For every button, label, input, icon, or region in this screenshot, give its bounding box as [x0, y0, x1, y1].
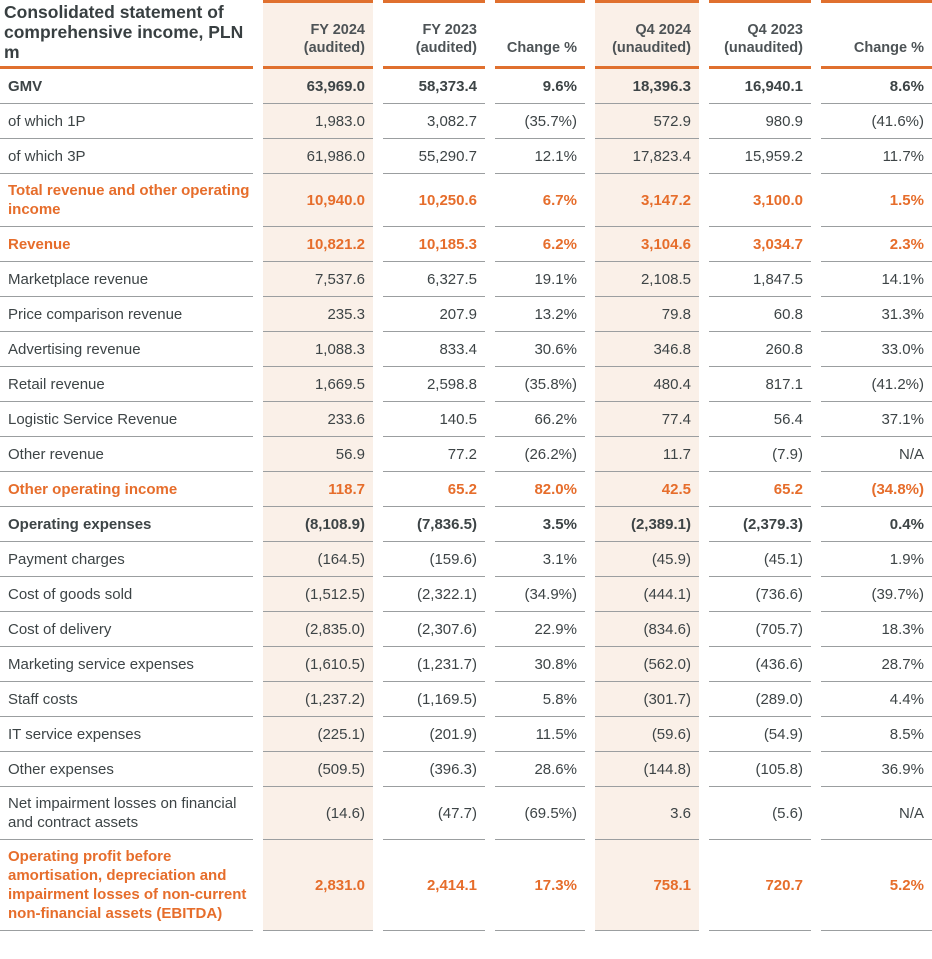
cell-value: 3,100.0: [709, 174, 811, 227]
table-row: [0, 402, 932, 437]
cell-value: (159.6): [383, 542, 485, 577]
cell-value: 16,940.1: [709, 69, 811, 104]
cell-value: 1,847.5: [709, 262, 811, 297]
cell-value: 5.2%: [821, 840, 932, 931]
column-header-fy2023: FY 2023 (audited): [383, 0, 485, 69]
cell-value: 3,082.7: [383, 104, 485, 139]
cell-value: 346.8: [595, 332, 699, 367]
cell-value: (289.0): [709, 682, 811, 717]
cell-value: (34.8%): [821, 472, 932, 507]
cell-value: 10,250.6: [383, 174, 485, 227]
cell-value: (225.1): [263, 717, 373, 752]
cell-value: 17,823.4: [595, 139, 699, 174]
row-label: Staff costs: [0, 682, 253, 717]
cell-value: 2,108.5: [595, 262, 699, 297]
cell-value: 833.4: [383, 332, 485, 367]
table-row: [0, 262, 932, 297]
cell-value: (35.7%): [495, 104, 585, 139]
table-row: [0, 472, 932, 507]
cell-value: (562.0): [595, 647, 699, 682]
table-row: [0, 332, 932, 367]
row-label: Marketplace revenue: [0, 262, 253, 297]
cell-value: (1,169.5): [383, 682, 485, 717]
cell-value: (54.9): [709, 717, 811, 752]
table-row: [0, 717, 932, 752]
row-label: Marketing service expenses: [0, 647, 253, 682]
cell-value: 79.8: [595, 297, 699, 332]
cell-value: 18.3%: [821, 612, 932, 647]
cell-value: 56.9: [263, 437, 373, 472]
cell-value: 3.1%: [495, 542, 585, 577]
column-header-change-q4: Change %: [821, 0, 932, 69]
cell-value: (201.9): [383, 717, 485, 752]
cell-value: 720.7: [709, 840, 811, 931]
cell-value: (164.5): [263, 542, 373, 577]
cell-value: 3.6: [595, 787, 699, 840]
cell-value: (7,836.5): [383, 507, 485, 542]
cell-value: (45.9): [595, 542, 699, 577]
cell-value: (834.6): [595, 612, 699, 647]
row-label: Net impairment losses on financial and contract assets: [0, 787, 253, 840]
table-row: [0, 227, 932, 262]
cell-value: (26.2%): [495, 437, 585, 472]
cell-value: (41.6%): [821, 104, 932, 139]
row-label: Revenue: [0, 227, 253, 262]
cell-value: 7,537.6: [263, 262, 373, 297]
row-label: Payment charges: [0, 542, 253, 577]
cell-value: 6,327.5: [383, 262, 485, 297]
row-label: of which 1P: [0, 104, 253, 139]
table-row: [0, 577, 932, 612]
cell-value: 3,147.2: [595, 174, 699, 227]
cell-value: 11.5%: [495, 717, 585, 752]
cell-value: (8,108.9): [263, 507, 373, 542]
cell-value: 6.7%: [495, 174, 585, 227]
cell-value: (2,835.0): [263, 612, 373, 647]
cell-value: 1,669.5: [263, 367, 373, 402]
row-label: IT service expenses: [0, 717, 253, 752]
cell-value: 480.4: [595, 367, 699, 402]
cell-value: 1.9%: [821, 542, 932, 577]
table-row: [0, 787, 932, 840]
cell-value: N/A: [821, 787, 932, 840]
cell-value: 18,396.3: [595, 69, 699, 104]
table-row: [0, 507, 932, 542]
cell-value: 10,185.3: [383, 227, 485, 262]
cell-value: (2,322.1): [383, 577, 485, 612]
row-label: Retail revenue: [0, 367, 253, 402]
cell-value: (7.9): [709, 437, 811, 472]
cell-value: (509.5): [263, 752, 373, 787]
cell-value: (41.2%): [821, 367, 932, 402]
table-title: Consolidated statement of comprehensive income, PLN m: [0, 0, 253, 69]
column-header-change-fy: Change %: [495, 0, 585, 69]
cell-value: 65.2: [709, 472, 811, 507]
row-label: Operating profit before amortisation, depreciation and impairment losses of non-current non-financial assets (EBITDA): [0, 840, 253, 931]
cell-value: (2,379.3): [709, 507, 811, 542]
cell-value: 3,104.6: [595, 227, 699, 262]
table-header-row: [0, 0, 932, 69]
cell-value: 12.1%: [495, 139, 585, 174]
row-label: Cost of goods sold: [0, 577, 253, 612]
table-body: [0, 69, 932, 931]
cell-value: 4.4%: [821, 682, 932, 717]
table-row: [0, 542, 932, 577]
cell-value: 22.9%: [495, 612, 585, 647]
cell-value: 118.7: [263, 472, 373, 507]
cell-value: 77.4: [595, 402, 699, 437]
row-label: Other revenue: [0, 437, 253, 472]
column-header-fy2024: FY 2024 (audited): [263, 0, 373, 69]
cell-value: N/A: [821, 437, 932, 472]
column-header-q4-2024: Q4 2024 (unaudited): [595, 0, 699, 69]
cell-value: 1,983.0: [263, 104, 373, 139]
table-row: [0, 752, 932, 787]
cell-value: (105.8): [709, 752, 811, 787]
cell-value: 235.3: [263, 297, 373, 332]
cell-value: 11.7: [595, 437, 699, 472]
cell-value: 140.5: [383, 402, 485, 437]
cell-value: 6.2%: [495, 227, 585, 262]
cell-value: 58,373.4: [383, 69, 485, 104]
cell-value: (1,610.5): [263, 647, 373, 682]
cell-value: (69.5%): [495, 787, 585, 840]
cell-value: (144.8): [595, 752, 699, 787]
cell-value: 13.2%: [495, 297, 585, 332]
cell-value: 980.9: [709, 104, 811, 139]
cell-value: (14.6): [263, 787, 373, 840]
table-row: [0, 682, 932, 717]
cell-value: 37.1%: [821, 402, 932, 437]
cell-value: 33.0%: [821, 332, 932, 367]
column-header-q4-2023: Q4 2023 (unaudited): [709, 0, 811, 69]
table-row: [0, 367, 932, 402]
table-row: [0, 437, 932, 472]
cell-value: 572.9: [595, 104, 699, 139]
cell-value: (444.1): [595, 577, 699, 612]
cell-value: 758.1: [595, 840, 699, 931]
cell-value: 3.5%: [495, 507, 585, 542]
cell-value: (2,389.1): [595, 507, 699, 542]
cell-value: 8.6%: [821, 69, 932, 104]
table-row: [0, 174, 932, 227]
cell-value: 17.3%: [495, 840, 585, 931]
table-row: [0, 139, 932, 174]
row-label: of which 3P: [0, 139, 253, 174]
row-label: Total revenue and other operating income: [0, 174, 253, 227]
table-row: [0, 297, 932, 332]
row-label: Operating expenses: [0, 507, 253, 542]
cell-value: 2,414.1: [383, 840, 485, 931]
cell-value: 63,969.0: [263, 69, 373, 104]
cell-value: (1,237.2): [263, 682, 373, 717]
cell-value: (736.6): [709, 577, 811, 612]
row-label: Price comparison revenue: [0, 297, 253, 332]
cell-value: 30.6%: [495, 332, 585, 367]
cell-value: (59.6): [595, 717, 699, 752]
row-label: Logistic Service Revenue: [0, 402, 253, 437]
cell-value: 60.8: [709, 297, 811, 332]
cell-value: (1,231.7): [383, 647, 485, 682]
cell-value: 260.8: [709, 332, 811, 367]
cell-value: 11.7%: [821, 139, 932, 174]
cell-value: 8.5%: [821, 717, 932, 752]
cell-value: 61,986.0: [263, 139, 373, 174]
cell-value: 10,821.2: [263, 227, 373, 262]
cell-value: 817.1: [709, 367, 811, 402]
cell-value: 3,034.7: [709, 227, 811, 262]
cell-value: 30.8%: [495, 647, 585, 682]
table-row: [0, 647, 932, 682]
cell-value: (47.7): [383, 787, 485, 840]
row-label: Other operating income: [0, 472, 253, 507]
cell-value: 56.4: [709, 402, 811, 437]
cell-value: 0.4%: [821, 507, 932, 542]
cell-value: 77.2: [383, 437, 485, 472]
cell-value: 2,831.0: [263, 840, 373, 931]
row-label: Advertising revenue: [0, 332, 253, 367]
table-row: [0, 104, 932, 139]
cell-value: 66.2%: [495, 402, 585, 437]
cell-value: 5.8%: [495, 682, 585, 717]
cell-value: 31.3%: [821, 297, 932, 332]
cell-value: (436.6): [709, 647, 811, 682]
cell-value: (39.7%): [821, 577, 932, 612]
cell-value: 1,088.3: [263, 332, 373, 367]
cell-value: (705.7): [709, 612, 811, 647]
cell-value: 207.9: [383, 297, 485, 332]
table-row: [0, 612, 932, 647]
cell-value: 65.2: [383, 472, 485, 507]
cell-value: 1.5%: [821, 174, 932, 227]
cell-value: (35.8%): [495, 367, 585, 402]
cell-value: (396.3): [383, 752, 485, 787]
cell-value: 9.6%: [495, 69, 585, 104]
cell-value: (301.7): [595, 682, 699, 717]
cell-value: (2,307.6): [383, 612, 485, 647]
cell-value: 82.0%: [495, 472, 585, 507]
row-label: Other expenses: [0, 752, 253, 787]
cell-value: (1,512.5): [263, 577, 373, 612]
table-row: [0, 840, 932, 931]
cell-value: 15,959.2: [709, 139, 811, 174]
cell-value: (5.6): [709, 787, 811, 840]
cell-value: (34.9%): [495, 577, 585, 612]
cell-value: 28.7%: [821, 647, 932, 682]
row-label: Cost of delivery: [0, 612, 253, 647]
row-label: GMV: [0, 69, 253, 104]
cell-value: 2.3%: [821, 227, 932, 262]
cell-value: 14.1%: [821, 262, 932, 297]
cell-value: 10,940.0: [263, 174, 373, 227]
cell-value: 233.6: [263, 402, 373, 437]
cell-value: 28.6%: [495, 752, 585, 787]
cell-value: (45.1): [709, 542, 811, 577]
cell-value: 42.5: [595, 472, 699, 507]
table-row: [0, 69, 932, 104]
cell-value: 55,290.7: [383, 139, 485, 174]
cell-value: 19.1%: [495, 262, 585, 297]
cell-value: 36.9%: [821, 752, 932, 787]
cell-value: 2,598.8: [383, 367, 485, 402]
